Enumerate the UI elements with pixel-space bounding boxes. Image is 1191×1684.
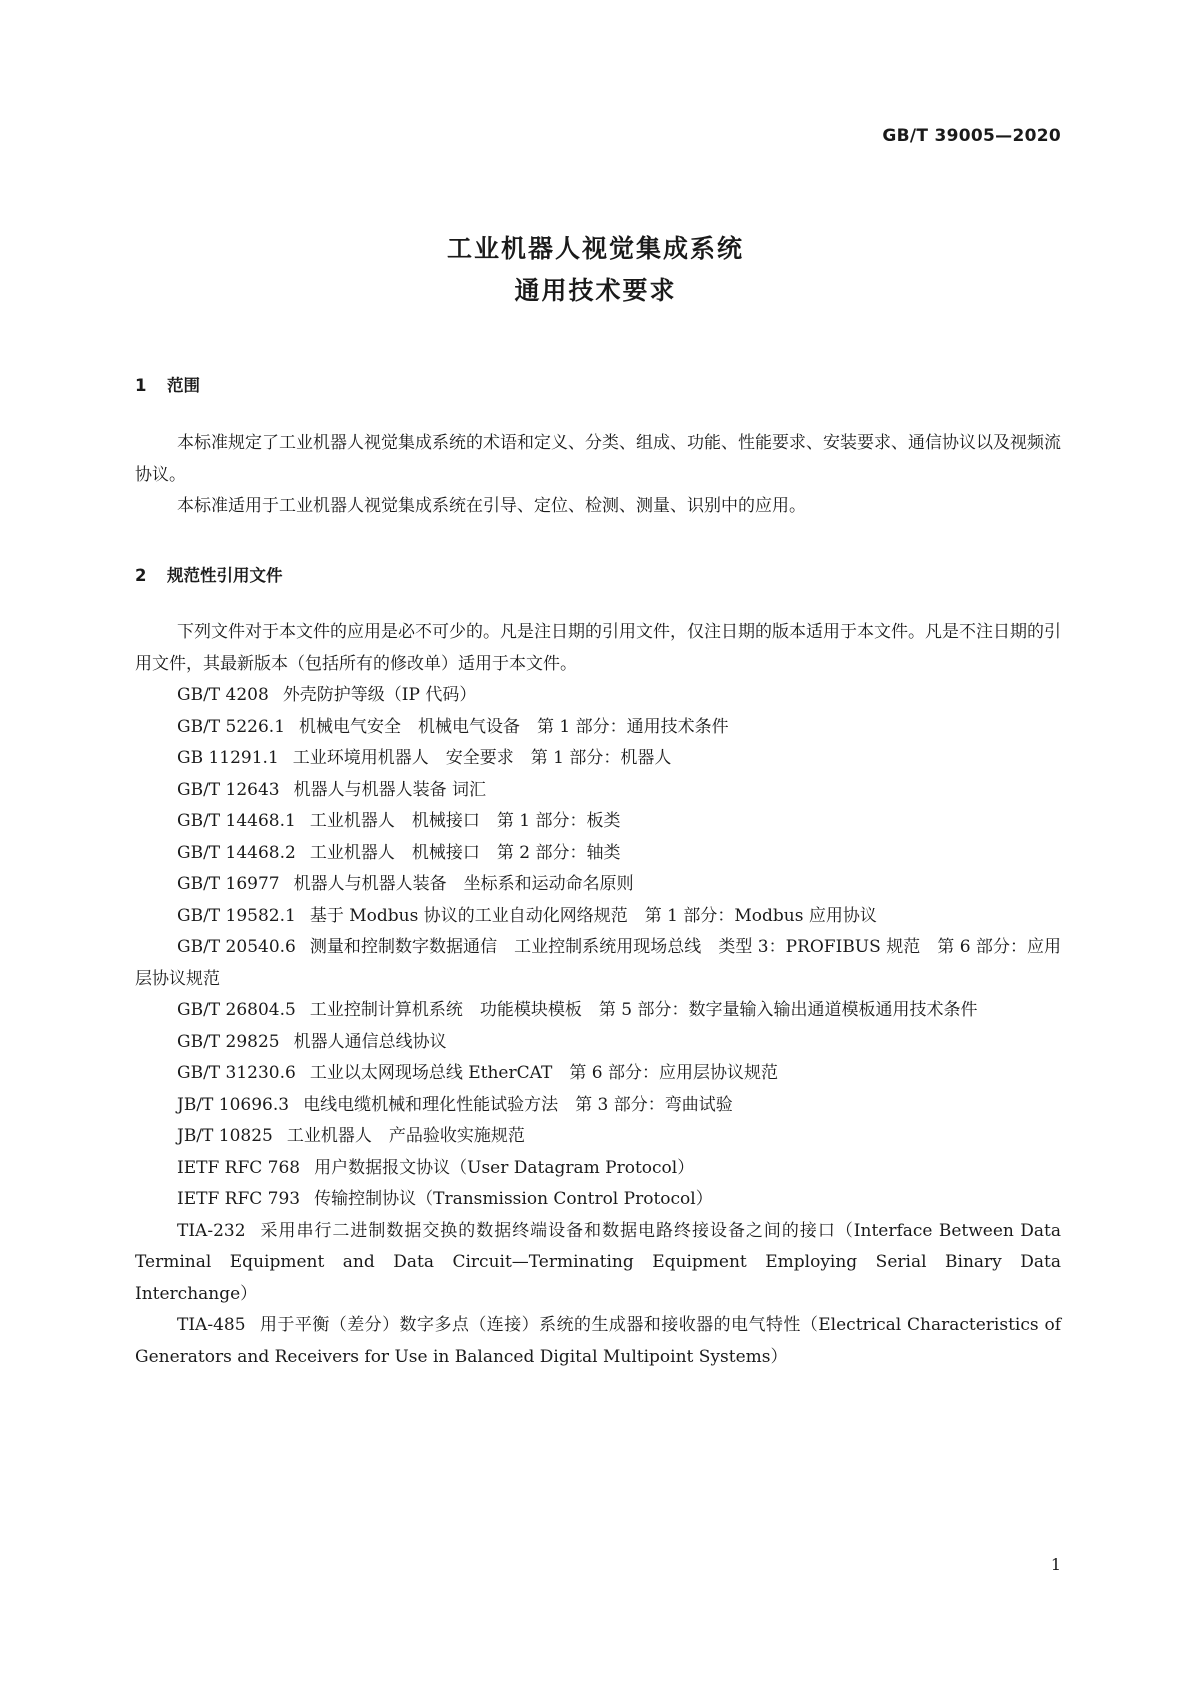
reference-item	[135, 1216, 1061, 1311]
reference-title: 机器人通信总线协议	[293, 1031, 447, 1052]
reference-code: GB/T 5226.1	[177, 716, 286, 737]
reference-title: 工业控制计算机系统 功能模块模板 第 5 部分：数字量输入输出通道模板通用技术条件	[309, 1000, 978, 1020]
reference-code: TIA-485	[177, 1315, 246, 1335]
reference-code: TIA-232	[177, 1220, 246, 1241]
reference-code: GB/T 16977	[177, 874, 280, 894]
title-line-2: 通用技术要求	[514, 276, 677, 305]
document-title	[0, 228, 1191, 312]
reference-item	[135, 869, 1061, 901]
reference-title: 用于平衡（差分）数字多点（连接）系统的生成器和接收器的电气特性（Electrical Characteristics of Generators and Receivers for Use in Balanced Digital Multipoint Systems）	[135, 1315, 1061, 1367]
section-2-number: 2	[135, 566, 147, 585]
reference-code: GB/T 4208	[177, 685, 269, 705]
reference-item	[135, 901, 1061, 933]
reference-item	[135, 995, 1061, 1027]
standard-number: GB/T 39005—2020	[882, 126, 1061, 146]
reference-title: 采用串行二进制数据交换的数据终端设备和数据电路终接设备之间的接口（Interface Between Data Terminal Equipment and Data Circuit—Terminating Equipment Employing Serial Binary Data Interchange）	[135, 1220, 1061, 1304]
reference-code: GB/T 31230.6	[177, 1063, 296, 1083]
reference-title: 传输控制协议（Transmission Control Protocol）	[314, 1189, 713, 1209]
scope-body	[135, 428, 1061, 523]
reference-code: GB/T 19582.1	[177, 905, 296, 926]
normative-references-body	[135, 617, 1061, 1373]
reference-item	[135, 1058, 1061, 1090]
reference-title: 机械电气安全 机械电气设备 第 1 部分：通用技术条件	[299, 716, 729, 737]
reference-item	[135, 712, 1061, 744]
reference-item	[135, 932, 1061, 995]
section-1-title: 范围	[167, 376, 200, 395]
reference-item	[135, 743, 1061, 775]
reference-title: 测量和控制数字数据通信 工业控制系统用现场总线 类型 3：PROFIBUS 规范 第 6 部分：应用层协议规范	[135, 937, 1062, 989]
reference-item	[135, 1310, 1061, 1373]
reference-item	[135, 680, 1061, 712]
reference-code: GB 11291.1	[177, 748, 279, 768]
reference-item	[135, 775, 1061, 807]
reference-code: GB/T 12643	[177, 779, 280, 800]
reference-code: IETF RFC 793	[177, 1189, 301, 1209]
reference-title: 基于 Modbus 协议的工业自动化网络规范 第 1 部分：Modbus 应用协议	[309, 905, 877, 926]
reference-item	[135, 1184, 1061, 1216]
reference-item	[135, 1153, 1061, 1185]
scope-paragraph-1: 本标准规定了工业机器人视觉集成系统的术语和定义、分类、组成、功能、性能要求、安装要求、通信协议以及视频流协议。	[135, 433, 1061, 485]
reference-title: 机器人与机器人装备 词汇	[293, 779, 487, 800]
reference-item	[135, 1027, 1061, 1059]
section-2-title: 规范性引用文件	[167, 566, 283, 585]
references-intro: 下列文件对于本文件的应用是必不可少的。凡是注日期的引用文件，仅注日期的版本适用于本文件。凡是不注日期的引用文件，其最新版本（包括所有的修改单）适用于本文件。	[135, 622, 1061, 674]
reference-title: 工业机器人 机械接口 第 1 部分：板类	[309, 811, 621, 831]
reference-code: GB/T 26804.5	[177, 1000, 296, 1020]
reference-title: 用户数据报文协议（User Datagram Protocol）	[314, 1157, 695, 1178]
reference-code: GB/T 14468.1	[177, 811, 296, 831]
reference-title: 电线电缆机械和理化性能试验方法 第 3 部分：弯曲试验	[303, 1094, 733, 1115]
reference-title: 工业机器人 机械接口 第 2 部分：轴类	[309, 842, 621, 863]
title-line-1: 工业机器人视觉集成系统	[446, 234, 744, 263]
page-number: 1	[1050, 1555, 1061, 1574]
section-1-number: 1	[135, 376, 147, 395]
reference-code: JB/T 10696.3	[177, 1094, 290, 1115]
section-1-heading	[135, 372, 200, 396]
reference-code: GB/T 29825	[177, 1031, 280, 1052]
reference-item	[135, 1121, 1061, 1153]
reference-code: IETF RFC 768	[177, 1157, 301, 1178]
scope-paragraph-2: 本标准适用于工业机器人视觉集成系统在引导、定位、检测、测量、识别中的应用。	[177, 496, 806, 516]
reference-code: JB/T 10825	[177, 1126, 273, 1146]
reference-code: GB/T 20540.6	[177, 937, 296, 957]
reference-title: 工业机器人 产品验收实施规范	[286, 1126, 525, 1146]
reference-code: GB/T 14468.2	[177, 842, 296, 863]
reference-item	[135, 806, 1061, 838]
reference-item	[135, 1090, 1061, 1122]
reference-title: 工业环境用机器人 安全要求 第 1 部分：机器人	[292, 748, 672, 768]
reference-title: 机器人与机器人装备 坐标系和运动命名原则	[293, 874, 634, 894]
reference-title: 外壳防护等级（IP 代码）	[282, 685, 477, 705]
reference-item	[135, 838, 1061, 870]
reference-title: 工业以太网现场总线 EtherCAT 第 6 部分：应用层协议规范	[309, 1063, 778, 1083]
section-2-heading	[135, 562, 283, 586]
